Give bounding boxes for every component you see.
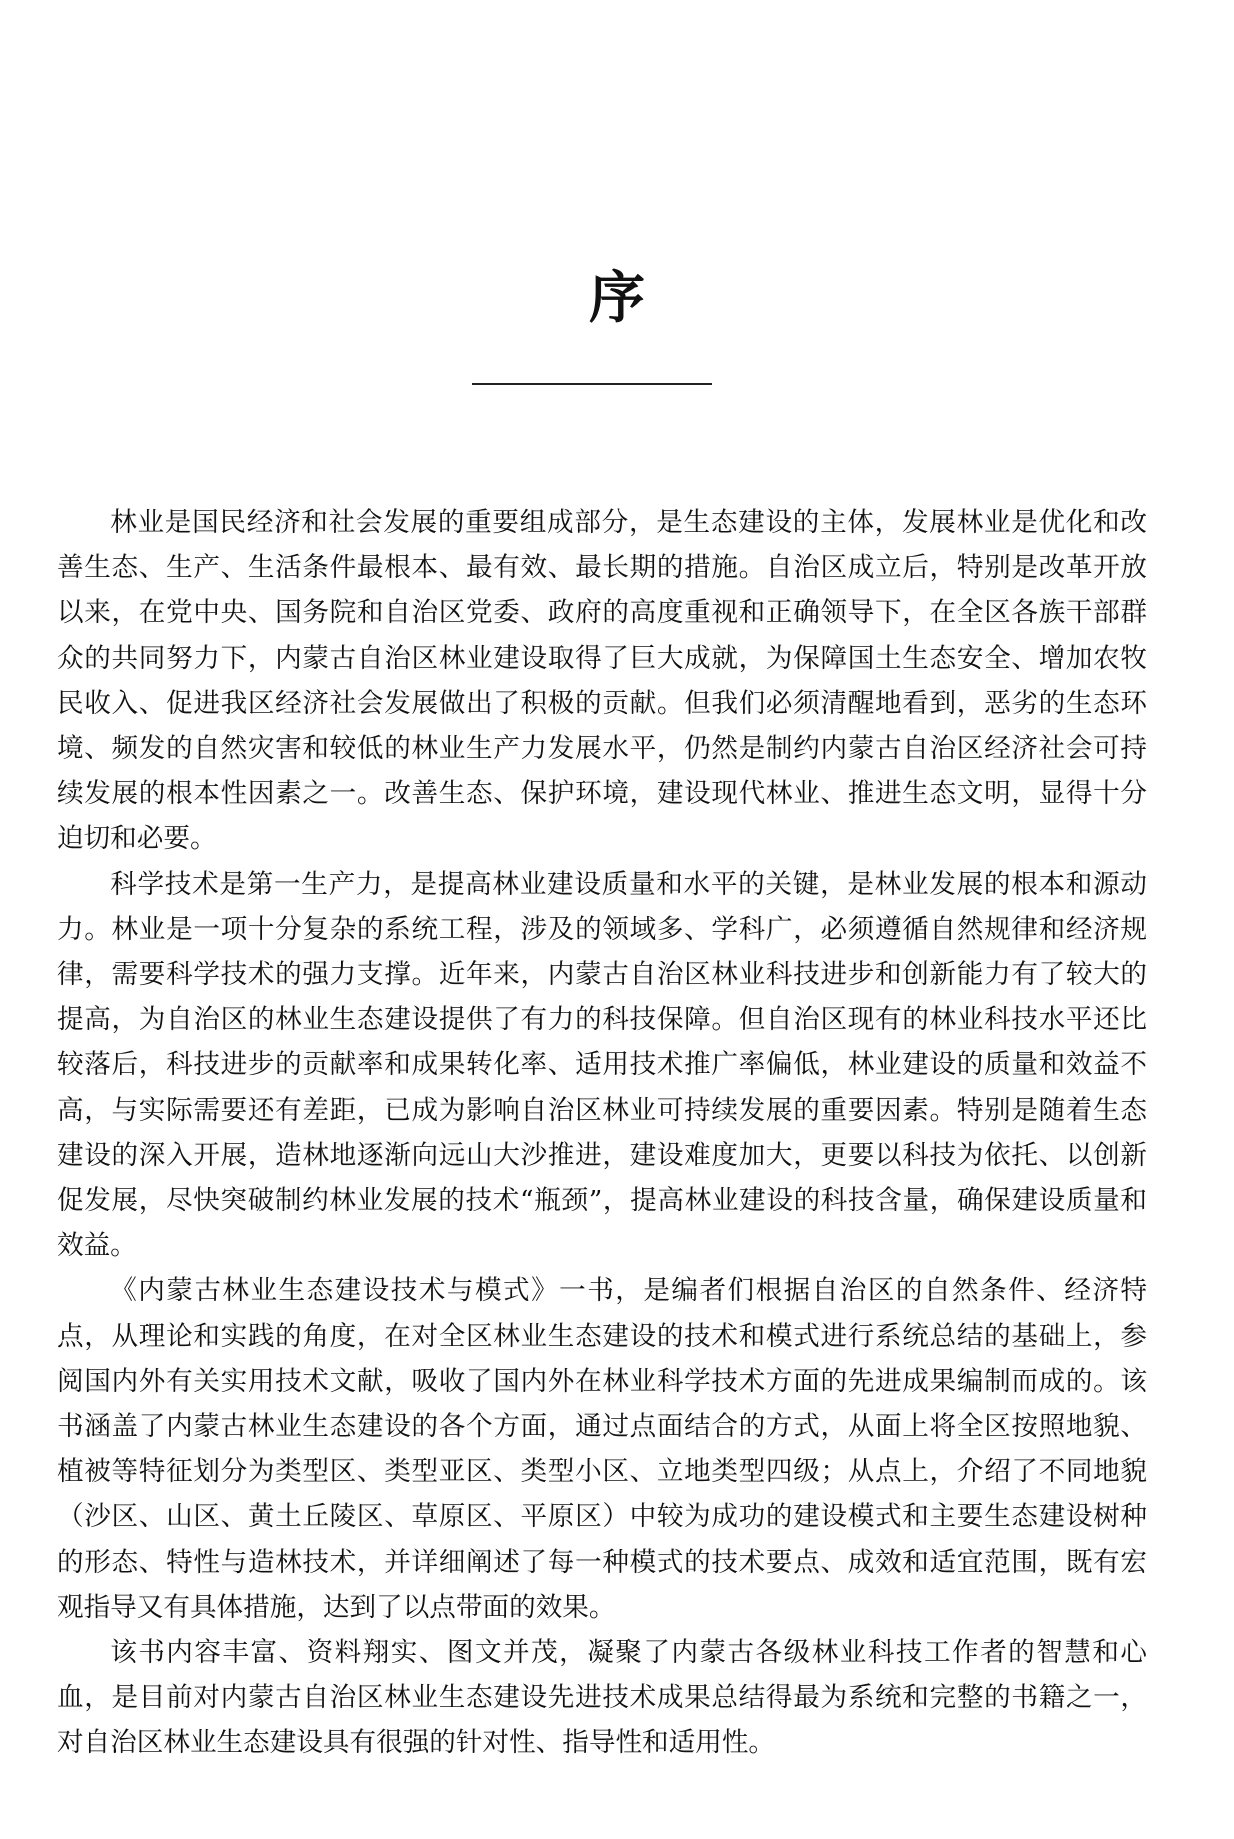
body-text — [57, 500, 1147, 1766]
paragraph-4: 该书内容丰富、资料翔实、图文并茂，凝聚了内蒙古各级林业科技工作者的智慧和心血，是目前对内蒙古自治区林业生态建设先进技术成果总结得最为系统和完整的书籍之一，对自治区林业生态建设具有很强的针对性、指导性和适用性。 — [57, 1637, 1147, 1759]
page-title: 序 — [589, 265, 645, 331]
title-underline — [472, 383, 712, 385]
paragraph-2: 科学技术是第一生产力，是提高林业建设质量和水平的关键，是林业发展的根本和源动力。林业是一项十分复杂的系统工程，涉及的领域多、学科广，必须遵循自然规律和经济规律，需要科学技术的强力支撑。近年来，内蒙古自治区林业科技进步和创新能力有了较大的提高，为自治区的林业生态建设提供了有力的科技保障。但自治区现有的林业科技水平还比较落后，科技进步的贡献率和成果转化率、适用技术推广率偏低，林业建设的质量和效益不高，与实际需要还有差距，已成为影响自治区林业可持续发展的重要因素。特别是随着生态建设的深入开展，造林地逐渐向远山大沙推进，建设难度加大，更要以科技为依托、以创新促发展，尽快突破制约林业发展的技术“瓶颈”，提高林业建设的科技含量，确保建设质量和效益。 — [57, 868, 1147, 1262]
paragraph-3: 《内蒙古林业生态建设技术与模式》一书，是编者们根据自治区的自然条件、经济特点，从理论和实践的角度，在对全区林业生态建设的技术和模式进行系统总结的基础上，参阅国内外有关实用技术文献，吸收了国内外在林业科学技术方面的先进成果编制而成的。该书涵盖了内蒙古林业生态建设的各个方面，通过点面结合的方式，从面上将全区按照地貌、植被等特征划分为类型区、类型亚区、类型小区、立地类型四级；从点上，介绍了不同地貌（沙区、山区、黄土丘陵区、草原区、平原区）中较为成功的建设模式和主要生态建设树种的形态、特性与造林技术，并详细阐述了每一种模式的技术要点、成效和适宜范围，既有宏观指导又有具体措施，达到了以点带面的效果。 — [57, 1275, 1147, 1623]
paragraph-1: 林业是国民经济和社会发展的重要组成部分，是生态建设的主体，发展林业是优化和改善生态、生产、生活条件最根本、最有效、最长期的措施。自治区成立后，特别是改革开放以来，在党中央、国务院和自治区党委、政府的高度重视和正确领导下，在全区各族干部群众的共同努力下，内蒙古自治区林业建设取得了巨大成就，为保障国土生态安全、增加农牧民收入、促进我区经济社会发展做出了积极的贡献。但我们必须清醒地看到，恶劣的生态环境、频发的自然灾害和较低的林业生产力发展水平，仍然是制约内蒙古自治区经济社会可持续发展的根本性因素之一。改善生态、保护环境，建设现代林业、推进生态文明，显得十分迫切和必要。 — [57, 507, 1147, 855]
